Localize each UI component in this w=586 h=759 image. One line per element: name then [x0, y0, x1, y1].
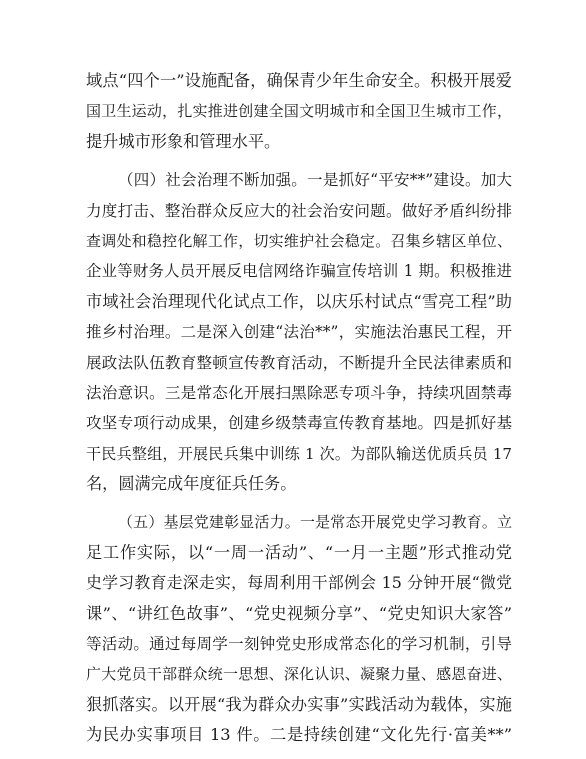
text-line: （五）基层党建彰显活力。一是常态开展党史学习教育。立	[118, 513, 512, 532]
document-body	[86, 66, 512, 751]
text-line: 足工作实际，以“一周一活动”、“一月一主题”形式推动党	[86, 542, 512, 562]
text-line: 法治意识。三是常态化开展扫黑除恶专项斗争，持续巩固禁毒	[86, 383, 512, 402]
text-line: 史学习教育走深走实，每周利用干部例会 15 分钟开展“微党	[86, 573, 512, 593]
text-line: 为民办实事项目 13 件。二是持续创建“文化先行·富美**”	[86, 725, 512, 745]
text-line: 推乡村治理。二是深入创建“法治**”，实施法治惠民工程，开	[86, 323, 512, 342]
text-line: 国卫生运动，扎实推进创建全国文明城市和全国卫生城市工作，	[86, 102, 512, 121]
text-line: 查调处和稳控化解工作，切实维护社会稳定。召集乡辖区单位、	[86, 231, 512, 250]
text-line: 名，圆满完成年度征兵任务。	[86, 474, 297, 494]
text-line: 展政法队伍教育整顿宣传教育活动，不断提升全民法律素质和	[86, 353, 512, 372]
text-line: 狠抓落实。以开展“我为群众办实事”实践活动为载体，实施	[86, 694, 512, 714]
text-line: （四）社会治理不断加强。一是抓好“平安**”建设。加大	[118, 171, 512, 190]
text-line: 企业等财务人员开展反电信网络诈骗宣传培训 1 期。积极推进	[86, 262, 512, 281]
paragraph-1	[86, 66, 512, 157]
text-line: 课”、“讲红色故事”、“党史视频分享”、“党史知识大家答”	[86, 603, 512, 623]
paragraph-2	[86, 165, 512, 499]
text-line: 攻坚专项行动成果，创建乡级禁毒宣传教育基地。四是抓好基	[86, 414, 512, 433]
text-line: 提升城市形象和管理水平。	[86, 131, 281, 151]
text-line: 市域社会治理现代化试点工作，以庆乐村试点“雪亮工程”助	[86, 291, 512, 311]
text-line: 力度打击、整治群众反应大的社会治安问题。做好矛盾纠纷排	[86, 201, 512, 220]
text-line: 广大党员干部群众统一思想、深化认识、凝聚力量、感恩奋进、	[86, 665, 512, 684]
text-line: 等活动。通过每周学一刻钟党史形成常态化的学习机制，引导	[86, 635, 512, 654]
text-line: 域点“四个一”设施配备，确保青少年生命安全。积极开展爱	[86, 71, 512, 90]
text-line: 干民兵整组，开展民兵集中训练 1 次。为部队输送优质兵员 17	[86, 444, 512, 463]
paragraph-3	[86, 507, 512, 750]
